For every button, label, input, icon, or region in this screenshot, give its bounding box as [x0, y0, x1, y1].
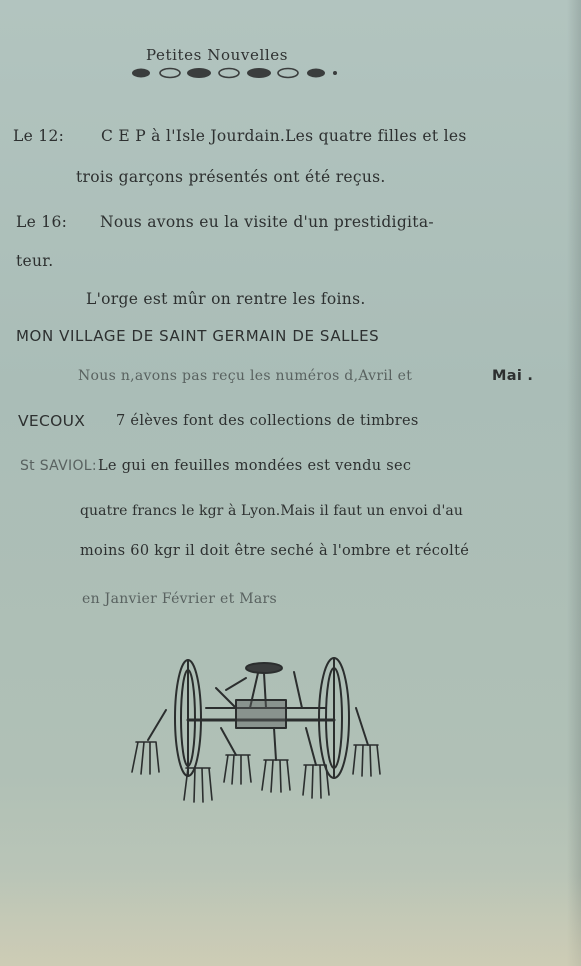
section-heading-village: MON VILLAGE DE SAINT GERMAIN DE SALLES: [16, 327, 380, 345]
entry-16-line-2: teur.: [16, 252, 54, 270]
saviol-line-1: Le gui en feuilles mondées est vendu sec: [98, 458, 412, 474]
place-vecoux: VECOUX: [18, 412, 86, 430]
entry-12-line-1: C E P à l'Isle Jourdain.Les quatre filles et les: [101, 127, 467, 145]
entry-16-line-1: Nous avons eu la visite d'un prestidigita-: [100, 213, 434, 231]
village-text-may: Mai .: [492, 368, 534, 384]
vecoux-text: 7 élèves font des collections de timbres: [116, 413, 419, 429]
village-text: Nous n,avons pas reçu les numéros d,Avril et: [78, 368, 413, 384]
ornament-divider-icon: [128, 66, 340, 80]
page-edge-shadow: [567, 0, 581, 966]
saviol-line-4: en Janvier Février et Mars: [82, 591, 278, 607]
saviol-line-2: quatre francs le kgr à Lyon.Mais il faut un envoi d'au: [80, 503, 463, 519]
saviol-line-3: moins 60 kgr il doit être seché à l'ombre et récolté: [80, 543, 470, 559]
page-title: Petites Nouvelles: [146, 46, 289, 64]
entry-date-16: Le 16:: [16, 213, 68, 231]
entry-12-line-2: trois garçons présentés ont été reçus.: [76, 168, 386, 186]
entry-orge: L'orge est mûr on rentre les foins.: [86, 290, 366, 308]
paper-stain: [0, 876, 581, 966]
place-st-saviol: St SAVIOL:: [20, 458, 97, 474]
entry-date-12: Le 12:: [13, 127, 65, 145]
hay-tedder-machine-icon: [126, 650, 386, 810]
